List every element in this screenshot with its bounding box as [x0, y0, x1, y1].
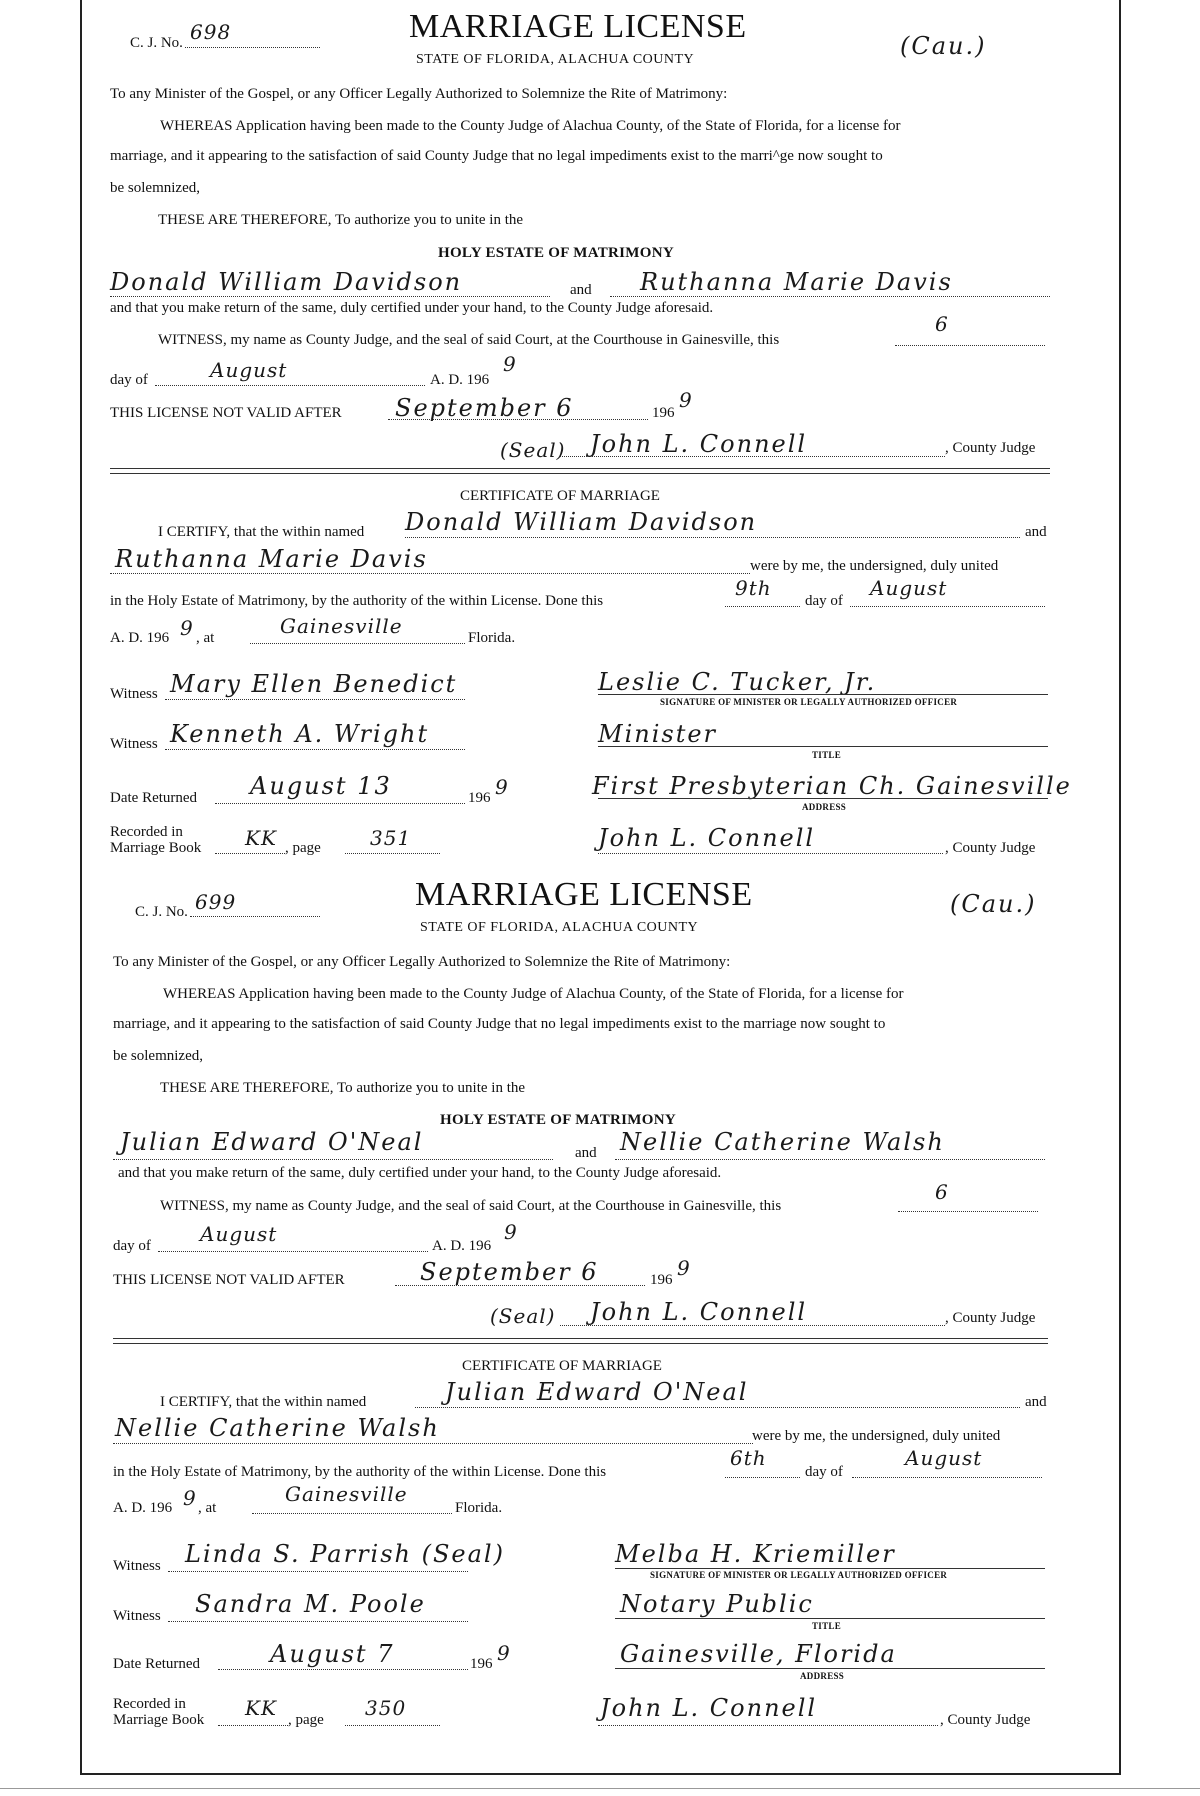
ad2-label: A. D. 196 — [113, 1500, 173, 1516]
returned-year: 9 — [497, 1641, 511, 1665]
ad-year: 9 — [503, 352, 517, 376]
officer-caption: SIGNATURE OF MINISTER OR LEGALLY AUTHORIZED OFFICER — [650, 1570, 948, 1580]
officer-title: Notary Public — [620, 1590, 814, 1618]
ad-label: A. D. 196 — [432, 1238, 492, 1254]
officer-signature: Leslie C. Tucker, Jr. — [598, 668, 877, 696]
florida-label: Florida. — [455, 1500, 503, 1516]
done-month: August — [870, 576, 948, 600]
address-caption: ADDRESS — [802, 802, 847, 812]
holy-estate-line: in the Holy Estate of Matrimony, by the authority of the within License. Done this — [113, 1464, 607, 1480]
marriage-book: KK — [245, 826, 277, 850]
judge-signature-2: John L. Connell — [598, 824, 816, 852]
day-of2-label: day of — [805, 593, 843, 609]
groom-name: Julian Edward O'Neal — [120, 1128, 424, 1156]
done-month: August — [905, 1446, 983, 1470]
whereas-line-2: marriage, and it appearing to the satisfaction of said County Judge that no legal impediments exist to the marriage now sought to — [113, 1016, 886, 1032]
judge-signature: John L. Connell — [590, 430, 808, 458]
date-returned: August 13 — [250, 772, 392, 800]
witness2-name: Kenneth A. Wright — [170, 720, 430, 748]
place: Gainesville — [285, 1482, 408, 1506]
seal-text: (Seal) — [490, 1304, 556, 1328]
not-valid-label: THIS LICENSE NOT VALID AFTER — [110, 405, 342, 421]
certificate-title: CERTIFICATE OF MARRIAGE — [462, 1358, 662, 1374]
witness-line: WITNESS, my name as County Judge, and the seal of said Court, at the Courthouse in Gainesville, this — [158, 332, 780, 348]
recorded-label-2: Marriage Book — [110, 840, 202, 856]
license-subtitle: STATE OF FLORIDA, ALACHUA COUNTY — [416, 52, 695, 67]
day-of-value: August — [210, 358, 288, 382]
ad2-year: 9 — [180, 616, 194, 640]
ad2-label: A. D. 196 — [110, 630, 170, 646]
not-valid-label: THIS LICENSE NOT VALID AFTER — [113, 1272, 345, 1288]
license-title: MARRIAGE LICENSE — [415, 876, 753, 913]
ad2-year: 9 — [183, 1486, 197, 1510]
at-label: , at — [196, 630, 215, 646]
return-line: and that you make return of the same, duly certified under your hand, to the County Judge aforesaid. — [118, 1165, 722, 1181]
whereas-line-3: be solemnized, — [110, 180, 200, 196]
witness1-name: Mary Ellen Benedict — [170, 670, 458, 698]
county-judge-label: , County Judge — [945, 1310, 1036, 1326]
cj-label: C. J. No. — [130, 35, 183, 51]
officer-title: Minister — [598, 720, 718, 748]
recorded-label-1: Recorded in — [113, 1696, 186, 1712]
day-of-value: August — [200, 1222, 278, 1246]
page-label: , page — [285, 840, 321, 856]
holy-estate-heading: HOLY ESTATE OF MATRIMONY — [440, 1112, 676, 1128]
place: Gainesville — [280, 614, 403, 638]
whereas-line-1: WHEREAS Application having been made to the County Judge of Alachua County, of the State of Florida, for a license for — [160, 118, 901, 134]
cj-label: C. J. No. — [135, 904, 188, 920]
witness-line: WITNESS, my name as County Judge, and the seal of said Court, at the Courthouse in Gainesville, this — [160, 1198, 782, 1214]
judge-signature-2: John L. Connell — [600, 1694, 818, 1722]
certify-label: I CERTIFY, that the within named — [158, 524, 365, 540]
day-of-label: day of — [113, 1238, 151, 1254]
date-returned-label: Date Returned — [113, 1656, 201, 1672]
address-caption: ADDRESS — [800, 1671, 845, 1681]
seal-text: (Seal) — [500, 438, 566, 462]
groom-name: Donald William Davidson — [110, 268, 463, 296]
cert-groom-name: Julian Edward O'Neal — [445, 1378, 749, 1406]
whereas-line-3: be solemnized, — [113, 1048, 203, 1064]
county-judge-label: , County Judge — [945, 440, 1036, 456]
officer-address: Gainesville, Florida — [620, 1640, 897, 1668]
not-valid-date: September 6 — [395, 394, 574, 422]
and-label: and — [575, 1145, 597, 1161]
title-caption: TITLE — [812, 750, 842, 760]
bride-name: Ruthanna Marie Davis — [640, 268, 953, 296]
return-line: and that you make return of the same, duly certified under your hand, to the County Judge aforesaid. — [110, 300, 714, 316]
page-edge-line — [0, 1788, 1200, 1789]
witness1-name: Linda S. Parrish (Seal) — [185, 1540, 505, 1568]
certify-label: I CERTIFY, that the within named — [160, 1394, 367, 1410]
license-subtitle: STATE OF FLORIDA, ALACHUA COUNTY — [420, 920, 699, 935]
date-returned-label: Date Returned — [110, 790, 198, 806]
day-of2-label: day of — [805, 1464, 843, 1480]
marriage-book: KK — [245, 1696, 277, 1720]
cert-bride-name: Nellie Catherine Walsh — [115, 1414, 440, 1442]
officer-signature: Melba H. Kriemiller — [615, 1540, 896, 1568]
corner-note: (Cau.) — [950, 890, 1037, 918]
returned-year-label: 196 — [468, 790, 491, 806]
witness1-label: Witness — [110, 686, 158, 702]
ad-label: A. D. 196 — [430, 372, 490, 388]
and-label: and — [570, 282, 592, 298]
holy-estate-line: in the Holy Estate of Matrimony, by the authority of the within License. Done this — [110, 593, 604, 609]
county-judge-label-2: , County Judge — [940, 1712, 1031, 1728]
united-label: were by me, the undersigned, duly united — [752, 1428, 1001, 1444]
witness2-label: Witness — [113, 1608, 161, 1624]
cj-number: 699 — [195, 890, 237, 914]
cj-number: 698 — [190, 20, 232, 44]
cert-bride-name: Ruthanna Marie Davis — [115, 545, 428, 573]
whereas-line-1: WHEREAS Application having been made to the County Judge of Alachua County, of the State of Florida, for a license for — [163, 986, 904, 1002]
witness-day: 6 — [935, 1180, 949, 1204]
witness1-label: Witness — [113, 1558, 161, 1574]
officer-address: First Presbyterian Ch. Gainesville — [592, 772, 1072, 800]
not-valid-year: 9 — [679, 388, 693, 412]
holy-estate-heading: HOLY ESTATE OF MATRIMONY — [438, 245, 674, 261]
florida-label: Florida. — [468, 630, 516, 646]
judge-signature: John L. Connell — [590, 1298, 808, 1326]
page-label: , page — [288, 1712, 324, 1728]
not-valid-date: September 6 — [420, 1258, 599, 1286]
ad-year: 9 — [504, 1220, 518, 1244]
at-label: , at — [198, 1500, 217, 1516]
whereas-line-2: marriage, and it appearing to the satisfaction of said County Judge that no legal impediments exist to the marri^ge now sought to — [110, 148, 883, 164]
therefore-line: THESE ARE THEREFORE, To authorize you to unite in the — [160, 1080, 526, 1096]
certificate-title: CERTIFICATE OF MARRIAGE — [460, 488, 660, 504]
page-number: 350 — [365, 1696, 407, 1720]
title-caption: TITLE — [812, 1621, 842, 1631]
not-valid-year-label: 196 — [650, 1272, 673, 1288]
recorded-label-1: Recorded in — [110, 824, 183, 840]
returned-year: 9 — [495, 775, 509, 799]
not-valid-year: 9 — [677, 1256, 691, 1280]
page-number: 351 — [370, 826, 412, 850]
corner-note: (Cau.) — [900, 32, 987, 60]
bride-name: Nellie Catherine Walsh — [620, 1128, 945, 1156]
cert-groom-name: Donald William Davidson — [405, 508, 758, 536]
united-label: were by me, the undersigned, duly united — [750, 558, 999, 574]
date-returned: August 7 — [270, 1640, 395, 1668]
address-line: To any Minister of the Gospel, or any Officer Legally Authorized to Solemnize the Rite of Matrimony: — [110, 86, 728, 102]
cert-and-label: and — [1025, 1394, 1047, 1410]
witness2-name: Sandra M. Poole — [195, 1590, 426, 1618]
county-judge-label-2: , County Judge — [945, 840, 1036, 856]
recorded-label-2: Marriage Book — [113, 1712, 205, 1728]
witness-day: 6 — [935, 312, 949, 336]
done-day: 9th — [735, 576, 772, 600]
therefore-line: THESE ARE THEREFORE, To authorize you to unite in the — [158, 212, 524, 228]
not-valid-year-label: 196 — [652, 405, 675, 421]
address-line: To any Minister of the Gospel, or any Officer Legally Authorized to Solemnize the Rite of Matrimony: — [113, 954, 731, 970]
witness2-label: Witness — [110, 736, 158, 752]
day-of-label: day of — [110, 372, 148, 388]
done-day: 6th — [730, 1446, 767, 1470]
license-title: MARRIAGE LICENSE — [409, 8, 747, 45]
officer-caption: SIGNATURE OF MINISTER OR LEGALLY AUTHORIZED OFFICER — [660, 697, 958, 707]
returned-year-label: 196 — [470, 1656, 493, 1672]
cert-and-label: and — [1025, 524, 1047, 540]
